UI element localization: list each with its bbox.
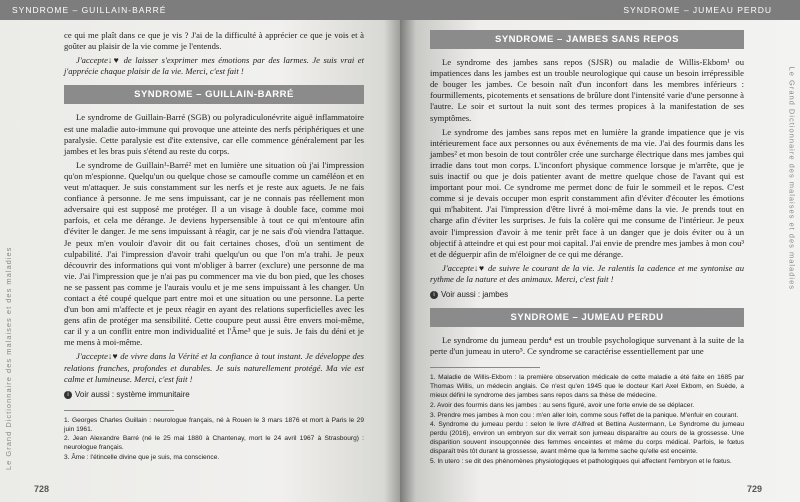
see-also-right [430, 289, 744, 300]
footnote: 4. Syndrome du jumeau perdu : selon le livre d'Alfred et Bettina Austermann, Le Syndrome du jumeau perdu (2016), environ un embryon sur dix verrait son jumeau disparaître au cours de la grossesse. Une disparition souvent insoupçonnée des femmes enceintes et même du corps médical. Parfois, le fœtus disparaît très tôt durant la grossesse, avant même que la femme sache qu'elle est enceinte. [430, 421, 744, 455]
footnote: 5. In utero : se dit des phénomènes physiologiques et pathologiques qui affectent l'embryon et le fœtus. [430, 457, 732, 465]
footnote-divider [430, 367, 540, 368]
see-also-text: Voir aussi : jambes [441, 289, 509, 299]
running-head-left: SYNDROME – GUILLAIN-BARRÉ [0, 0, 400, 20]
side-title-right: Le Grand Dictionnaire des malaises et des maladies [787, 66, 796, 290]
page-number-right: 729 [746, 484, 762, 494]
section-title-jambes-sans-repos: SYNDROME – JAMBES SANS REPOS [430, 30, 744, 49]
footnotes-right [430, 374, 744, 466]
affirmation-quote: J'accepte↓♥ de suivre le courant de la vie. Je ralentis la cadence et me syntonise au rythme de la nature et des animaux. Merci, c'est fait ! [430, 262, 744, 284]
paragraph-explanation: Le syndrome des jambes sans repos met en lumière la grande impatience que je vis intérieurement face aux personnes ou aux événements de ma vie. J'ai des fourmis dans les jambes² et mon besoin de tout contrôler crée une surcharge électrique dans mes jambes qui irradie dans tout mon corps. L'inconfort physique commence lorsque je m'arrête, que je suis inactif ou que je dois patienter avant de mettre quelque chose de l'avant qui est important pour moi. Ce syndrome me permet donc de fuir le sommeil et le repos. C'est comme si je devais occuper mon esprit constamment afin d'éviter d'écouter les émotions qui m'habitent. J'ai l'impression d'être livré à moi-même dans la vie. Je prends tout en charge afin d'éviter les surprises. Je fuis la colère qui me consume de l'intérieur. Je peux avoir l'impression d'avoir à me tenir prêt face à un danger que je dois éviter ou à un objectif à atteindre et qui est pour moi capital. J'ai envie de prendre mes jambes à mon cou³ et de déguerpir afin de m'éloigner de ce qui me dérange. [430, 126, 744, 259]
footnote: 2. Jean Alexandre Barré (né le 25 mai 1880 à Chantenay, mort le 24 avril 1967 à Strasbourg) : neurologue français. [64, 435, 364, 452]
intro-text: ce qui me plaît dans ce que je vis ? J'ai de la difficulté à apprécier ce que je vois et à goûter au plaisir de la vie comme je l'entends. [64, 30, 364, 52]
affirmation-quote: J'accepte↓♥ de vivre dans la Vérité et la confiance à tout instant. Je développe des relations franches, profondes et durables. Je suis naturellement protégé. Ma vie est calme et lumineuse. Merci, c'est fait ! [64, 351, 364, 384]
footnotes-left [64, 417, 364, 463]
info-icon: i [430, 291, 438, 299]
section-title-guillain-barre: SYNDROME – GUILLAIN-BARRÉ [64, 85, 364, 104]
see-also-left [64, 389, 364, 400]
see-also-text: Voir aussi : système immunitaire [75, 389, 190, 399]
footnote: 3. Prendre mes jambes à mon cou : m'en aller loin, comme sous l'effet de la panique. M'enfuir en courant. [430, 411, 739, 419]
right-page-content [430, 30, 744, 467]
footnote: 1. Georges Charles Guillain : neurologue français, né à Rouen le 3 mars 1876 et mort à Paris le 29 juin 1961. [64, 416, 364, 433]
paragraph-definition: Le syndrome du jumeau perdu⁴ est un trouble psychologique survenant à la suite de la perte d'un jumeau in utero⁵. Ce syndrome se caractérise essentiellement par une [430, 335, 744, 357]
running-head-right: SYNDROME – JUMEAU PERDU [400, 0, 800, 20]
left-page-content [64, 30, 364, 464]
side-title-left: Le Grand Dictionnaire des malaises et des maladies [4, 246, 13, 470]
right-page [400, 0, 800, 502]
footnote-divider [64, 410, 174, 411]
paragraph-explanation: Le syndrome de Guillain¹-Barré² met en lumière une situation où j'ai l'impression qu'on m'espionne. Quelqu'un ou quelque chose se camoufle comme un caméléon et en veut m'attaquer. Je suis constamment sur les nerfs et je reste aux aguets. Je ne fais confiance à personne. Je me sens impuissant, car je ne connais pas réellement mon adversaire qui est supposé me protéger. Il a un visage à double face, comme moi parfois, et cela me dérange. Je deviens hypersensible à tout ce qui m'entoure afin d'éviter le danger. Je me sens impuissant à réagir, car je ne sais d'où viendra l'attaque. Je peux m'en vouloir d'avoir dit ou fait certaines choses, d'où un sentiment de culpabilité. J'ai l'impression d'avoir trahi quelqu'un ou que l'on m'a trahi. Je peux découvrir des informations qui vont m'obliger à barrer (exclure) une personne de ma vie. J'ai l'impression que je n'ai pas pu commencer ma vie du bon pied, que les choses ne se passent pas comme je l'aurais voulu et je me sens impuissant à les changer. Un contact a été coupé quelque part entre moi et une situation ou une personne. La perte d'un bon ami m'affecte et je peux réagir en ayant des relations superficielles avec les gens afin de protéger ma sensibilité. Cette coupure peut aussi être envers moi-même, car il y a un conflit entre mon individualité et l'Âme³ que je suis. Je fais du déni et je me mens à moi-même. [64, 159, 364, 348]
page-number-left: 728 [34, 484, 50, 494]
paragraph-definition: Le syndrome de Guillain-Barré (SGB) ou polyradiculonévrite aiguë inflammatoire est une maladie auto-immune qui provoque une atteinte des nerfs périphériques et une paralysie. Cette paralysie est d'ite extensive, car elle commence généralement par les jambes et les bras puis s'étend au reste du corps. [64, 112, 364, 156]
footnote: 2. Avoir des fourmis dans les jambes : au sens figuré, avoir une forte envie de se déplacer. [430, 401, 695, 409]
info-icon: i [64, 391, 72, 399]
intro-quote: J'accepte↓♥ de laisser s'exprimer mes émotions par des larmes. Je suis vrai et j'apprécie chaque plaisir de la vie. Merci, c'est fait ! [64, 55, 364, 77]
paragraph-definition: Le syndrome des jambes sans repos (SJSR) ou maladie de Willis-Ekbom¹ ou impatiences dans les jambes est un trouble neurologique qui cause un besoin irrépressible de bouger les jambes. Ce besoin naît d'un inconfort dans les membres inférieurs : fourmillements, picotements et sensations de brûlure dont l'intensité varie d'une personne à l'autre. Le soir et surtout la nuit sont des termes propices à la manifestation de ses symptômes. [430, 57, 744, 123]
footnote: 1. Maladie de Willis-Ekbom : la première observation médicale de cette maladie a été faite en 1685 par Thomas Willis, un médecin anglais. Ce n'est qu'en 1945 que le docteur Karl Axel Ekbom, en Suède, a mieux défini le syndrome des jambes sans repos dans sa thèse de médecine. [430, 374, 744, 399]
footnote: 3. Âme : l'étincelle divine que je suis, ma conscience. [64, 454, 220, 461]
section-title-jumeau-perdu: SYNDROME – JUMEAU PERDU [430, 308, 744, 327]
